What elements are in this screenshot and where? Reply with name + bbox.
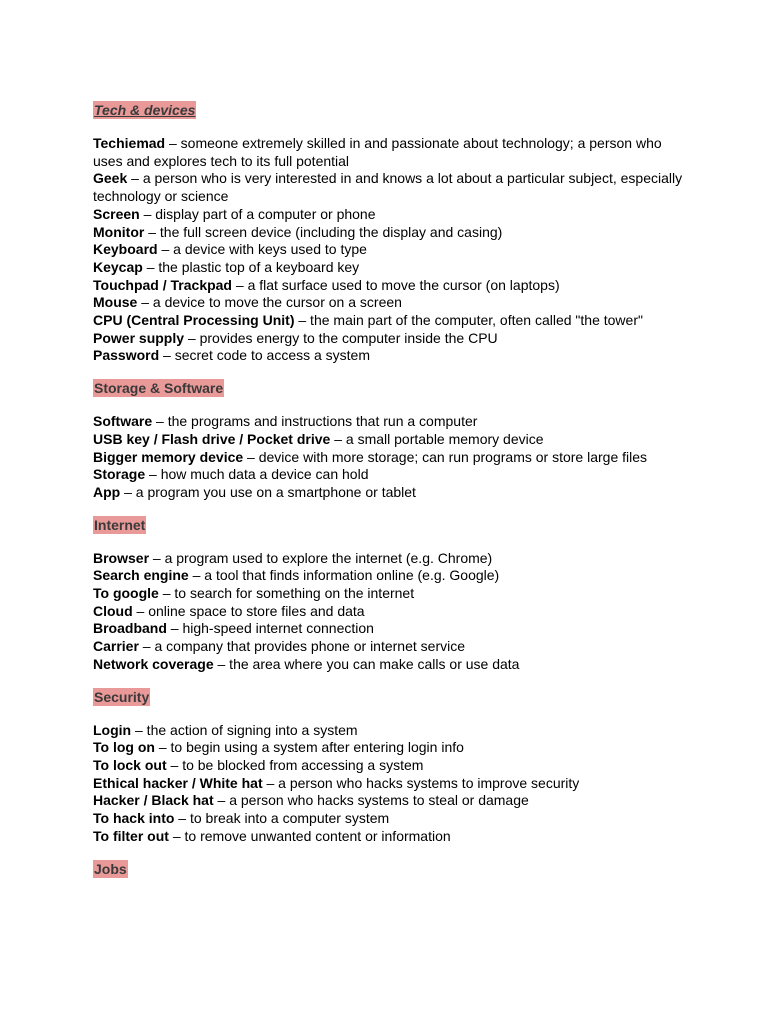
term-definition: – to break into a computer system	[174, 810, 390, 827]
glossary-entry	[93, 722, 693, 740]
term-definition: – a device to move the cursor on a screen	[137, 294, 402, 311]
glossary-entry	[93, 757, 693, 775]
glossary-entry	[93, 277, 693, 295]
section	[93, 860, 693, 879]
glossary-entry	[93, 135, 693, 170]
term-definition: – secret code to access a system	[159, 347, 371, 364]
term-definition: – to remove unwanted content or information	[168, 827, 451, 844]
section	[93, 516, 693, 674]
document-body	[93, 101, 693, 879]
term-definition: – the full screen device (including the display and casing)	[144, 223, 503, 240]
glossary-entry	[93, 466, 693, 484]
glossary-entry	[93, 206, 693, 224]
term-definition: – someone extremely skilled in and passionate about technology; a person who uses and explores tech to its full potential	[93, 135, 662, 169]
term-name: Keyboard	[93, 241, 158, 258]
term-name: To google	[93, 585, 159, 602]
term-definition: – high-speed internet connection	[166, 620, 374, 637]
term-definition: – a device with keys used to type	[157, 241, 367, 258]
term-name: Software	[93, 413, 153, 430]
glossary-entry	[93, 585, 693, 603]
term-name: Ethical hacker / White hat	[93, 774, 263, 791]
glossary-entry	[93, 739, 693, 757]
term-definition: – provides energy to the computer inside the CPU	[184, 329, 498, 346]
term-definition: – the programs and instructions that run a computer	[152, 413, 478, 430]
term-name: Password	[93, 347, 160, 364]
term-name: Geek	[93, 170, 128, 187]
section-heading: Jobs	[94, 860, 127, 877]
term-definition: – how much data a device can hold	[145, 466, 369, 483]
term-name: Monitor	[93, 223, 145, 240]
glossary-entry	[93, 638, 693, 656]
term-definition: – to begin using a system after entering login info	[154, 739, 464, 756]
term-definition: – a person who hacks systems to improve security	[262, 774, 580, 791]
term-name: Techiemad	[93, 135, 166, 151]
term-list	[93, 135, 693, 365]
term-definition: – to search for something on the internet	[158, 585, 415, 602]
term-list	[93, 550, 693, 674]
glossary-entry	[93, 241, 693, 259]
term-definition: – online space to store files and data	[132, 602, 365, 619]
term-name: To lock out	[93, 756, 167, 773]
glossary-entry	[93, 810, 693, 828]
term-name: To log on	[93, 739, 155, 756]
glossary-entry	[93, 775, 693, 793]
term-definition: – a flat surface used to move the cursor (on laptops)	[232, 276, 560, 293]
term-name: Login	[93, 721, 132, 738]
term-name: Bigger memory device	[93, 448, 244, 465]
term-name: Broadband	[93, 620, 167, 637]
section	[93, 101, 693, 365]
section	[93, 379, 693, 502]
term-definition: – a person who hacks systems to steal or damage	[213, 792, 529, 809]
glossary-entry	[93, 449, 693, 467]
term-definition: – a tool that finds information online (e.g. Google)	[188, 567, 500, 584]
glossary-entry	[93, 347, 693, 365]
glossary-entry	[93, 603, 693, 621]
term-definition: – display part of a computer or phone	[139, 205, 376, 222]
term-definition: – a person who is very interested in and knows a lot about a particular subject, especially technology or science	[93, 170, 683, 205]
term-name: USB key / Flash drive / Pocket drive	[93, 430, 331, 447]
term-list	[93, 413, 693, 502]
glossary-entry	[93, 170, 693, 205]
term-name: App	[93, 483, 121, 500]
section-heading: Internet	[94, 516, 146, 533]
term-list	[93, 722, 693, 846]
term-definition: – to be blocked from accessing a system	[166, 756, 424, 773]
term-name: Mouse	[93, 294, 138, 311]
term-name: Cloud	[93, 602, 133, 619]
term-definition: – the main part of the computer, often called "the tower"	[294, 312, 643, 329]
glossary-entry	[93, 431, 693, 449]
term-definition: – a program used to explore the internet (e.g. Chrome)	[149, 549, 493, 566]
glossary-entry	[93, 413, 693, 431]
section-heading: Security	[94, 688, 150, 705]
term-definition: – the action of signing into a system	[131, 721, 358, 738]
section-heading: Tech & devices	[94, 102, 196, 118]
term-name: Storage	[93, 466, 146, 483]
term-name: CPU (Central Processing Unit)	[93, 312, 295, 329]
glossary-entry	[93, 294, 693, 312]
term-name: Carrier	[93, 638, 139, 655]
term-name: Touchpad / Trackpad	[93, 276, 232, 293]
term-definition: – a company that provides phone or internet service	[138, 638, 465, 655]
glossary-entry	[93, 330, 693, 348]
term-name: Search engine	[93, 567, 189, 584]
glossary-entry	[93, 550, 693, 568]
term-name: To filter out	[93, 827, 169, 844]
section	[93, 688, 693, 846]
term-name: To hack into	[93, 810, 175, 827]
term-name: Power supply	[93, 329, 185, 346]
term-definition: – device with more storage; can run programs or store large files	[243, 448, 648, 465]
glossary-entry	[93, 620, 693, 638]
term-name: Keycap	[93, 258, 143, 275]
glossary-entry	[93, 792, 693, 810]
glossary-entry	[93, 259, 693, 277]
term-name: Hacker / Black hat	[93, 792, 214, 809]
term-name: Network coverage	[93, 655, 214, 672]
term-definition: – a small portable memory device	[330, 430, 544, 447]
term-definition: – the area where you can make calls or use data	[213, 655, 520, 672]
term-definition: – a program you use on a smartphone or tablet	[120, 483, 416, 500]
section-heading: Storage & Software	[94, 380, 224, 397]
glossary-entry	[93, 484, 693, 502]
term-name: Browser	[93, 549, 150, 566]
glossary-entry	[93, 656, 693, 674]
term-name: Screen	[93, 205, 140, 222]
glossary-entry	[93, 312, 693, 330]
glossary-entry	[93, 828, 693, 846]
term-definition: – the plastic top of a keyboard key	[142, 258, 360, 275]
glossary-entry	[93, 567, 693, 585]
glossary-entry	[93, 224, 693, 242]
